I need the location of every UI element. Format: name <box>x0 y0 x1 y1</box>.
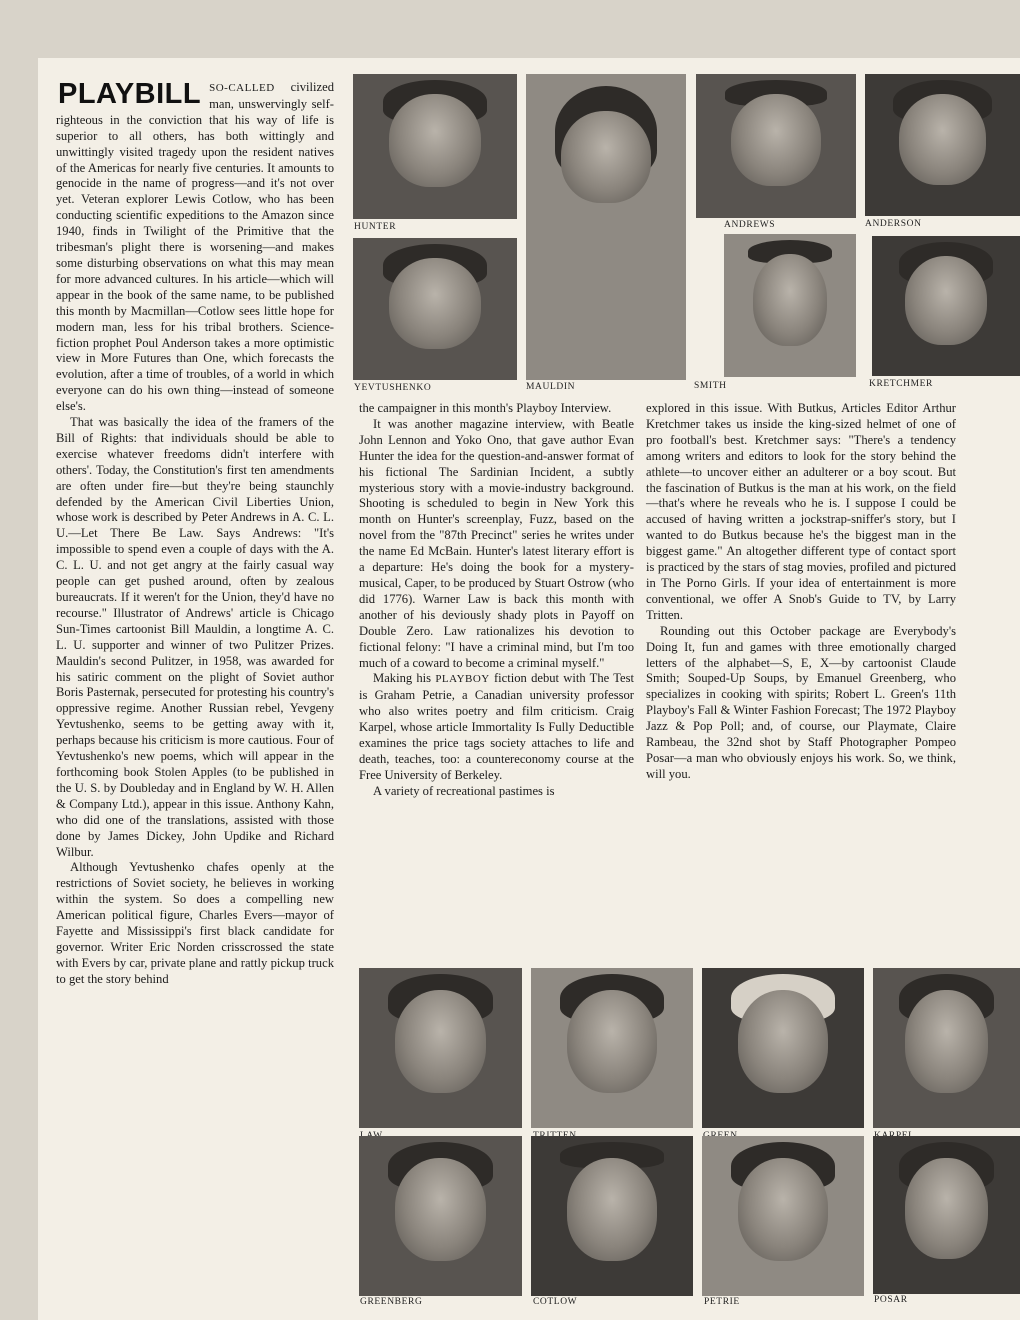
photo-caption: COTLOW <box>533 1297 578 1307</box>
portrait-photo-karpel <box>873 968 1020 1128</box>
portrait-photo-anderson <box>865 74 1020 216</box>
photo-caption: SMITH <box>694 381 727 391</box>
playbill-logo: PLAYBILL <box>58 78 202 110</box>
text-column-2 <box>359 401 634 800</box>
photo-caption: PETRIE <box>704 1297 740 1307</box>
portrait-photo-tritten <box>531 968 693 1128</box>
portrait-photo-cotlow <box>531 1136 693 1296</box>
paragraph: Rounding out this October package are Everybody's Doing It, fun and games with three emotionally charged letters of the alphabet—S, E, X—by cartoonist Claude Smith; Souped-Up Soups, by Emanuel Greenberg, who specializes in cooking with spirits; Robert L. Green's 11th Playboy's Fall & Winter Fashion Forecast; The 1972 Playboy Jazz & Pop Poll; and, of course, our Playmate, Claire Rambeau, the 32nd shot by Staff Photographer Pompeo Posar—a man who obviously enjoys his work. So, we think, will you. <box>646 623 956 781</box>
photo-caption: KRETCHMER <box>869 379 933 389</box>
paragraph: Although Yevtushenko chafes openly at the restrictions of Soviet society, he believes in working within the system. So does a compelling new American political figure, Charles Evers—mayor of Fayette and Mississippi's first black candidate for governor. Writer Eric Norden crisscrossed the state with Evers by car, private plane and rattly pickup truck to get the story behind <box>56 860 334 986</box>
portrait-photo-mauldin <box>526 74 686 380</box>
paragraph: explored in this issue. With Butkus, Articles Editor Arthur Kretchmer takes us inside the king-sized helmet of one of pro football's best. Kretchmer says: "There's a tendency among writers and editors to look for the story behind the athlete—to uncover either an adulterer or a boy scout. But the fascination of Butkus is the man at his work, on the field—that's where he reveals who he is. I suppose I could be accused of having written a jockstrap-sniffer's story, but I wanted to do Butkus because he's the biggest man in the biggest game." An altogether different type of contact sport is practiced by the stars of stag movies, profiled and pictured in The Porno Girls. If your idea of entertainment is more conventional, we offer A Snob's Guide to TV, by Larry Tritten. <box>646 401 956 622</box>
portrait-photo-petrie <box>702 1136 864 1296</box>
paragraph-text: Making his <box>373 671 432 686</box>
magazine-name: PLAYBOY <box>435 673 490 686</box>
paragraph: the campaigner in this month's Playboy Interview. <box>359 401 612 415</box>
paragraph <box>56 80 334 415</box>
text-column-1 <box>56 80 334 988</box>
portrait-photo-smith <box>724 234 856 377</box>
paragraph: A variety of recreational pastimes is <box>373 783 555 798</box>
portrait-photo-green <box>702 968 864 1128</box>
paragraph: It was another magazine interview, with Beatle John Lennon and Yoko Ono, that gave author Evan Hunter the idea for the question-and-answer format of his fictional The Sardinian Incident, a subtly mysterious story with a movie-industry background. Shooting is scheduled to begin in New York this month on Hunter's screenplay, Fuzz, based on the novel from the "87th Precinct" series he writes under the name Ed McBain. Hunter's latest literary effort is a departure: He's doing the book for a mystery-musical, Caper, to be produced by Stuart Ostrow (who did 1776). Warner Law is back this month with another of his deviously shady plots in Payoff on Double Zero. Law rationalizes his devotion to fictional felony: "I have a criminal mind, but I'm too much of a coward to become a criminal myself." <box>359 416 634 670</box>
photo-caption: ANDREWS <box>724 220 776 230</box>
paragraph: That was basically the idea of the framers of the Bill of Rights: that individuals should be able to exercise whatever freedoms didn't interfere with others'. Today, the Constitution's first ten amendments are often under fire—but they're being staunchly defended by the American Civil Liberties Union, whose work is described by Peter Andrews in A. C. L. U.—Let There Be Law. Says Andrews: "It's impossible to spend even a couple of days with the A. C. L. U. and not get angry at the fairly casual way people can get pushed around, often by zealous bureaucrats. If it weren't for the Union, they'd have no recourse." Illustrator of Andrews' article is Chicago Sun-Times cartoonist Bill Mauldin, a longtime A. C. L. U. supporter and winner of two Pulitzer Prizes. Mauldin's second Pulitzer, in 1958, was awarded for his satiric comment on the plight of Soviet author Boris Pasternak, persecuted for protesting his country's oppressive regime. Another Russian rebel, Yevgeny Yevtushenko, seems to be getting away with it, perhaps because his criticism is more cautious. Four of Yevtushenko's new poems, which will appear in the forthcoming book Stolen Apples (to be published in the U. S. by Doubleday and in England by W. H. Allen & Company Ltd.), appear in this issue. Anthony Kahn, who did one of the translations, assisted with those done by James Dickey, John Updike and Richard Wilbur. <box>56 415 334 859</box>
paragraph <box>359 671 634 783</box>
portrait-photo-kretchmer <box>872 236 1020 376</box>
portrait-photo-andrews <box>696 74 856 218</box>
photo-caption: HUNTER <box>354 222 397 232</box>
portrait-photo-law <box>359 968 522 1128</box>
lead-in: SO-CALLED <box>209 82 275 94</box>
magazine-page <box>38 58 1020 1320</box>
portrait-photo-posar <box>873 1136 1020 1294</box>
portrait-photo-greenberg <box>359 1136 522 1296</box>
paragraph-text: fiction debut with The Test is Graham Petrie, a Canadian university professor who also writes poetry and film criticism. Craig Karpel, whose article Immortality Is Fully Deductible examines the price tags society attaches to life and death, teaches, too: a countereconomy course at the Free University of Berkeley. <box>359 671 634 782</box>
photo-caption: GREENBERG <box>360 1297 423 1307</box>
portrait-photo-hunter <box>353 74 517 219</box>
photo-caption: MAULDIN <box>526 382 576 392</box>
photo-caption: ANDERSON <box>865 219 922 229</box>
paragraph-text: civilized man, unswervingly self-righteous in the conviction that his way of life is superior to all others, has both wittingly and unwittingly visited tragedy upon the resident natives of the Americas for nearly five centuries. It amounts to genocide in the name of progress—and it's not over yet. Veteran explorer Lewis Cotlow, who has been conducting scientific expeditions to the Amazon since 1940, finds in Twilight of the Primitive that the tribesman's plight there is worsening—and makes some disturbing observations on what this may mean for more advanced cultures. In his article—which will appear in the book of the same name, to be published this month by Macmillan—Cotlow sees little hope for modern man, less for his tribal brothers. Science-fiction prophet Poul Anderson takes a more optimistic view in More Futures than One, which forecasts the evolution, after a time of troubles, of a world in which everyone can do his own thing—instead of someone else's. <box>56 80 334 414</box>
portrait-photo-yevtushenko <box>353 238 517 380</box>
photo-caption: YEVTUSHENKO <box>354 383 432 393</box>
photo-caption: POSAR <box>874 1295 908 1305</box>
text-column-3 <box>646 401 956 783</box>
